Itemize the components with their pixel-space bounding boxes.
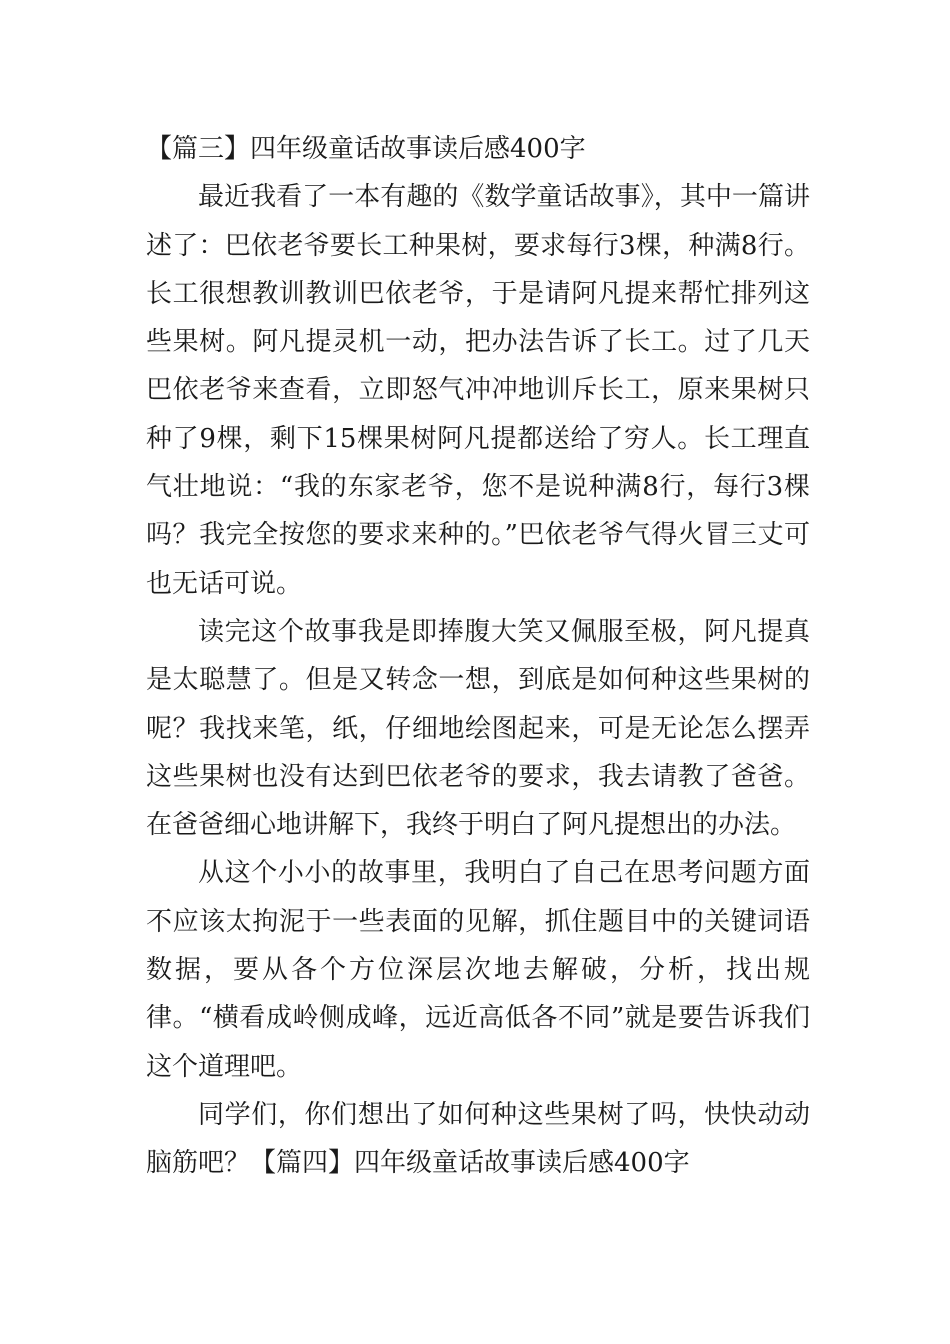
paragraph-2: 读完这个故事我是即捧腹大笑又佩服至极，阿凡提真是太聪慧了。但是又转念一想，到底是如何种这些果树的呢？我找来笔，纸，仔细地绘图起来，可是无论怎么摆弄这些果树也没有达到巴依老爷的要求，我去请教了爸爸。在爸爸细心地讲解下，我终于明白了阿凡提想出的办法。 [146,616,810,841]
paragraph-1: 最近我看了一本有趣的《数学童话故事》，其中一篇讲述了：巴依老爷要长工种果树，要求每行3棵，种满8行。长工很想教训教训巴依老爷，于是请阿凡提来帮忙排列这些果树。阿凡提灵机一动，把办法告诉了长工。过了几天巴依老爷来查看，立即怒气冲冲地训斥长工，原来果树只种了9棵，剩下15棵果树阿凡提都送给了穷人。长工理直气壮地说：“我的东家老爷，您不是说种满8行，每行3棵吗？我完全按您的要求来种的。”巴依老爷气得火冒三丈可也无话可说。 [146,182,810,599]
paragraph-3: 从这个小小的故事里，我明白了自己在思考问题方面不应该太拘泥于一些表面的见解，抓住题目中的关键词语数据，要从各个方位深层次地去解破，分析，找出规律。“横看成岭侧成峰，远近高低各不同”就是要告诉我们这个道理吧。 [146,858,810,1082]
document-title: 【篇三】四年级童话故事读后感400字 [146,134,586,164]
document-body [146,125,810,1188]
paragraph-4: 同学们，你们想出了如何种这些果树了吗，快快动动脑筋吧？【篇四】四年级童话故事读后感400字 [146,1099,810,1179]
